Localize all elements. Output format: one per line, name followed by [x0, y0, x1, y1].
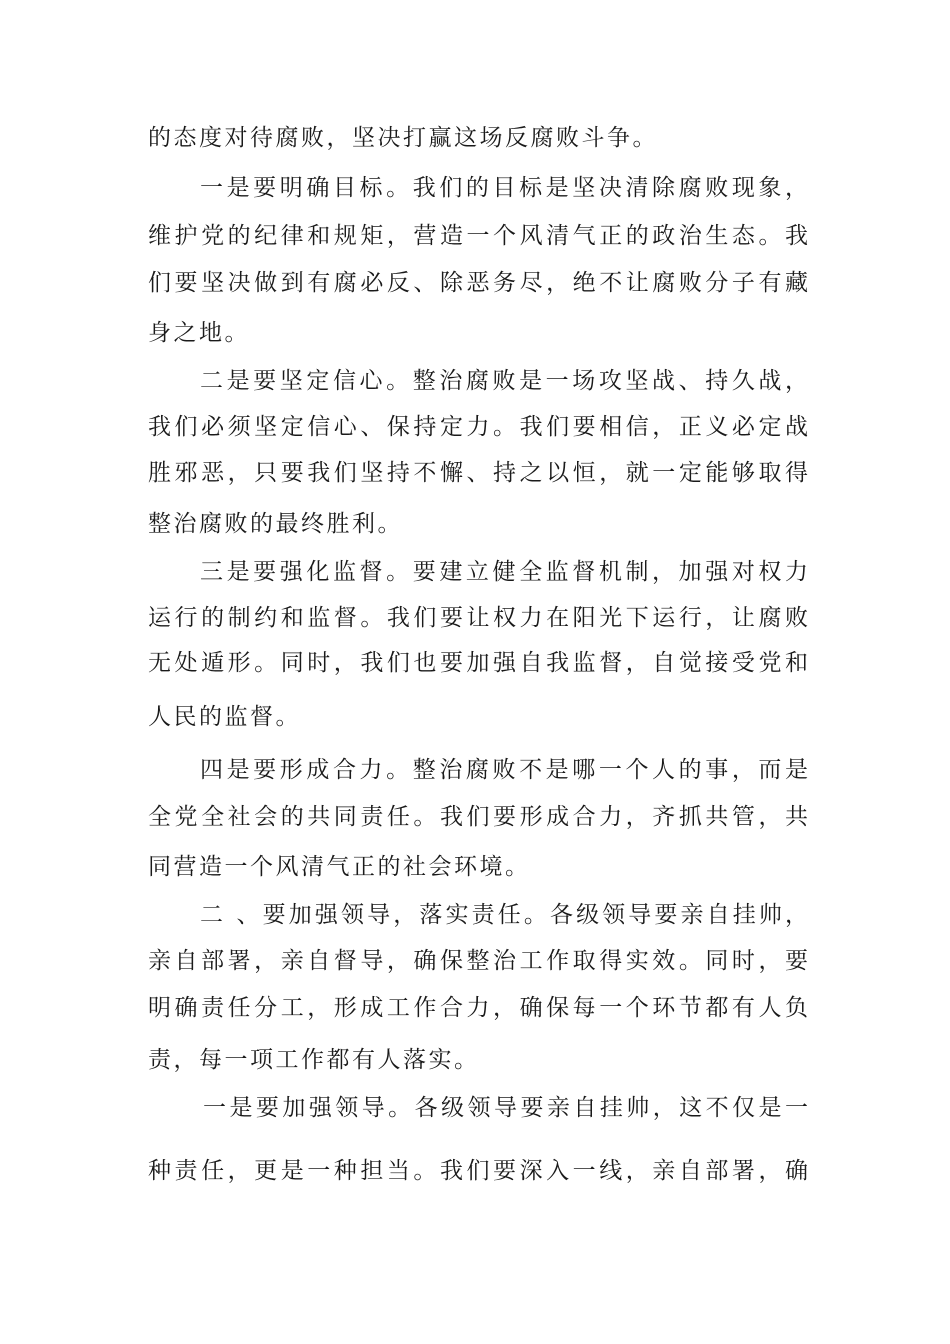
- paragraph-3-line-4: 人民的监督。: [148, 704, 301, 730]
- paragraph-1-line-1: 一是要明确目标。我们的目标是坚决清除腐败现象，: [200, 175, 808, 201]
- paragraph-5-line-4: 责，每一项工作都有人落实。: [148, 1047, 480, 1073]
- paragraph-5-line-2: 亲自部署，亲自督导，确保整治工作取得实效。同时，要: [148, 948, 808, 974]
- paragraph-5-line-1: 二 、要加强领导，落实责任。各级领导要亲自挂帅，: [200, 902, 808, 928]
- paragraph-4-line-3: 同营造一个风清气正的社会环境。: [148, 854, 531, 880]
- paragraph-1-line-3: 们要坚决做到有腐必反、除恶务尽，绝不让腐败分子有藏: [148, 270, 808, 296]
- paragraph-4-line-1: 四是要形成合力。整治腐败不是哪一个人的事，而是: [200, 757, 808, 783]
- text-line-1: 的态度对待腐败，坚决打赢这场反腐败斗争。: [148, 125, 658, 151]
- paragraph-1-line-4: 身之地。: [148, 320, 250, 346]
- paragraph-3-line-2: 运行的制约和监督。我们要让权力在阳光下运行，让腐败: [148, 605, 808, 631]
- paragraph-3-line-3: 无处遁形。同时，我们也要加强自我监督，自觉接受党和: [148, 650, 808, 676]
- paragraph-5-line-3: 明确责任分工，形成工作合力，确保每一个环节都有人负: [148, 995, 808, 1021]
- paragraph-1-line-2: 维护党的纪律和规矩，营造一个风清气正的政治生态。我: [148, 223, 808, 249]
- paragraph-6-line-2: 种责任，更是一种担当。我们要深入一线，亲自部署，确: [148, 1158, 808, 1184]
- paragraph-6-line-1: 一是要加强领导。各级领导要亲自挂帅，这不仅是一: [203, 1095, 808, 1121]
- paragraph-3-line-1: 三是要强化监督。要建立健全监督机制，加强对权力: [200, 559, 808, 585]
- paragraph-2-line-3: 胜邪恶，只要我们坚持不懈、持之以恒，就一定能够取得: [148, 460, 808, 486]
- paragraph-2-line-2: 我们必须坚定信心、保持定力。我们要相信，正义必定战: [148, 414, 808, 440]
- paragraph-2-line-4: 整治腐败的最终胜利。: [148, 511, 403, 537]
- paragraph-4-line-2: 全党全社会的共同责任。我们要形成合力，齐抓共管，共: [148, 804, 808, 830]
- paragraph-2-line-1: 二是要坚定信心。整治腐败是一场攻坚战、持久战，: [200, 368, 808, 394]
